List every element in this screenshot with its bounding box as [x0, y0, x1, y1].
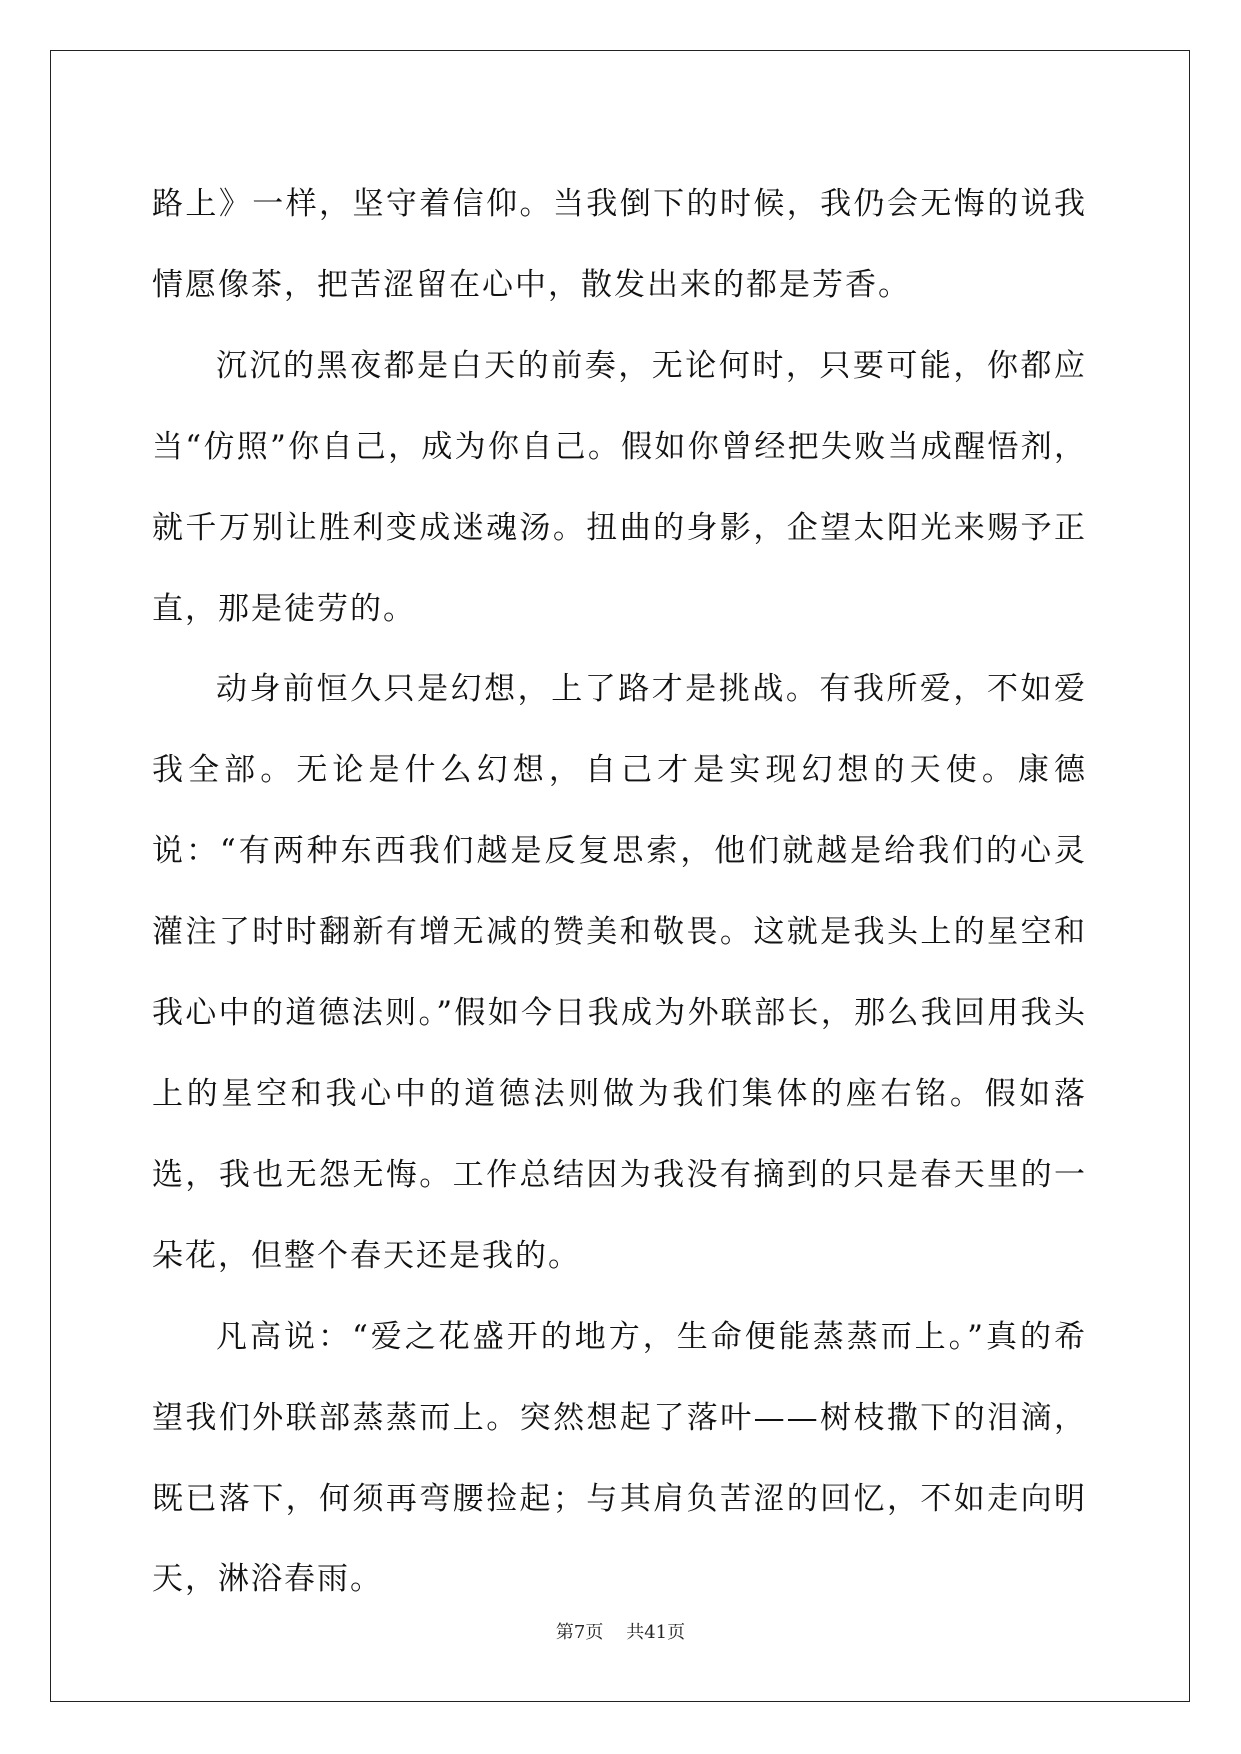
total-label-prefix: 共 [626, 1622, 645, 1643]
page-footer [0, 1621, 1241, 1645]
total-label-suffix: 页 [667, 1622, 686, 1643]
page-label-prefix: 第 [555, 1622, 574, 1643]
total-pages: 41 [644, 1622, 668, 1643]
page-label-suffix: 页 [585, 1622, 604, 1643]
paragraph-1: 路上》一样，坚守着信仰。当我倒下的时候，我仍会无悔的说我情愿像茶，把苦涩留在心中，散发出来的都是芳香。 [152, 186, 1087, 303]
paragraph-3: 动身前恒久只是幻想，上了路才是挑战。有我所爱，不如爱我全部。无论是什么幻想，自己才是实现幻想的天使。康德说：“有两种东西我们越是反复思索，他们就越是给我们的心灵灌注了时时翻新有增无减的赞美和敬畏。这就是我头上的星空和我心中的道德法则。”假如今日我成为外联部长，那么我回用我头上的星空和我心中的道德法则做为我们集体的座右铭。假如落选，我也无怨无悔。工作总结因为我没有摘到的只是春天里的一朵花，但整个春天还是我的。 [152, 671, 1087, 1274]
paragraph-4: 凡高说：“爱之花盛开的地方，生命便能蒸蒸而上。”真的希望我们外联部蒸蒸而上。突然想起了落叶——树枝撒下的泪滴，既已落下，何须再弯腰捡起；与其肩负苦涩的回忆，不如走向明天，淋浴春雨。 [152, 1318, 1087, 1598]
page-number: 7 [573, 1622, 586, 1643]
document-body [152, 164, 1087, 1620]
paragraph-2: 沉沉的黑夜都是白天的前奏，无论何时，只要可能，你都应当“仿照”你自己，成为你自己。假如你曾经把失败当成醒悟剂，就千万别让胜利变成迷魂汤。扭曲的身影，企望太阳光来赐予正直，那是徒劳的。 [152, 347, 1087, 627]
